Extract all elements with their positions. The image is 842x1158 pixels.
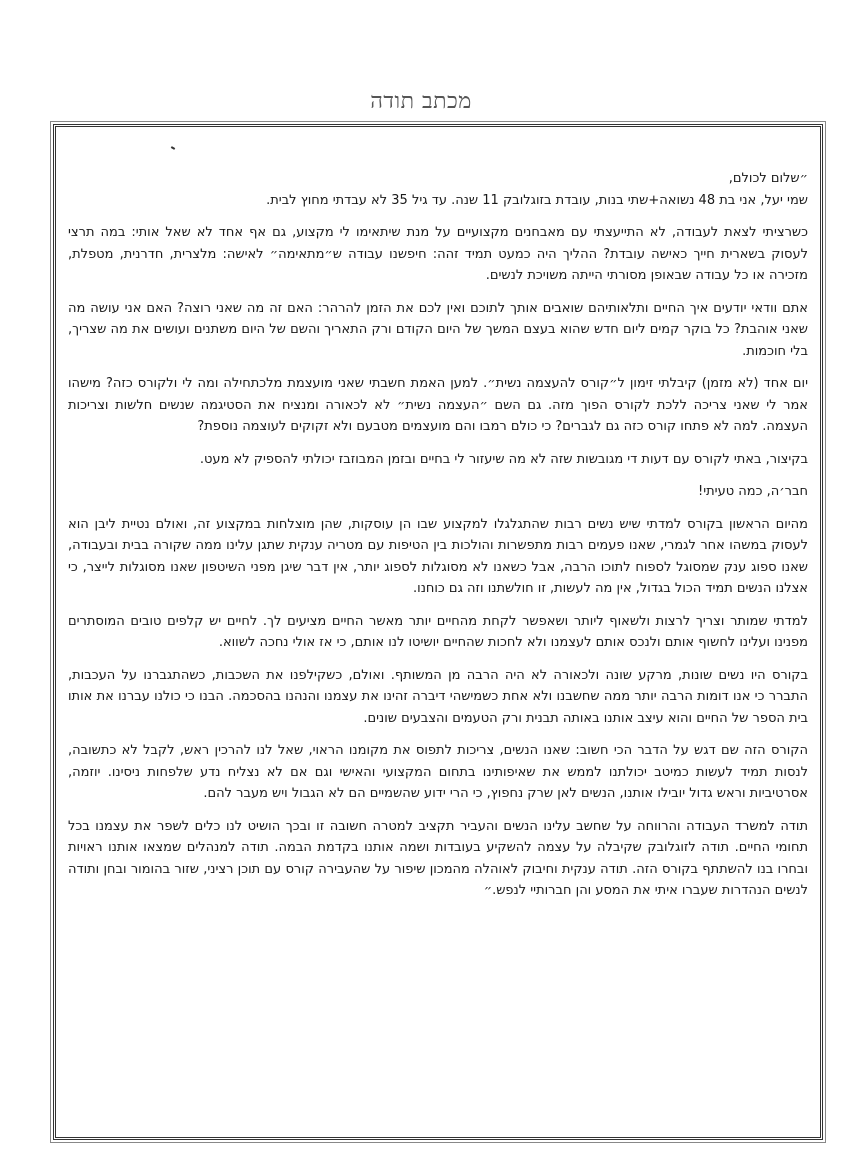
paragraph-course-invite: יום אחד (לא מזמן) קיבלתי זימון ל״קורס להעצמה נשית״. למען האמת חשבתי שאני מועצמת מלכתחילה ומה לי ולקורס כזה? מישהו אמר לי שאני צריכה ללכת לקורס הפוך מזה. גם השם ״העצמה נשית״ לא לכאורה ומנציח את הסטיגמה שנשים חלשות וצריכות העצמה. למה לא פתחו קורס כזה גם לגברים? כי כולם רמבו והם מועצמים מטבעם ולא זקוקים לעוצמה נוספת? — [68, 376, 808, 434]
letter-body — [68, 168, 808, 1128]
paragraph-exclamation: חבר׳ה, כמה טעיתי! — [698, 484, 808, 499]
greeting-line: ״שלום לכולם, — [728, 171, 808, 186]
paragraph-thanks: תודה למשרד העבודה והרווחה על שחשב עלינו הנשים והעביר תקציב למטרה חשובה זו ובכך הושיט לנו כלים לשפר את עצמנו בכל תחומי החיים. תודה לזוגלובק שקיבלה על עצמה להשקיע בעובדות ושמה אותנו בקדמת הבמה. תודה למנהלים שמצאו אותנו ראויות ובחרו בנו להשתתף בקורס הזה. תודה ענקית וחיבוק לאוהלה מהמכון שיפור על שהעבירה קורס עם תוכן רציני, שזור בהומור ובחן ותודה לנשים הנהדרות שעברו איתי את המסע והן חברותיי לנפש.״ — [68, 818, 808, 898]
paragraph-work-start: כשרציתי לצאת לעבודה, לא התייעצתי עם מאבחנים מקצועיים על מנת שיתאימו לי מקצוע, גם אף אחד לא שאל אותי: במה תרצי לעסוק בשארית חייך כאישה עובדת? ההליך היה כמעט תמיד זהה: חיפשנו עבודה ש״מתאימה״ לאישה: מלצרית, חדרנית, מטפלת, מזכירה או כל עבודה שבאופן מסורתי הייתה משויכת לנשים. — [68, 225, 808, 283]
paragraph-daily-life: אתם וודאי יודעים איך החיים ותלאותיהם שואבים אותך לתוכם ואין לכם את הזמן להרהר: האם זה מה שאני רוצה? האם אני עושה מה שאני אוהבת? כל בוקר קמים ליום חדש שהוא בעצם המשך של היום הקודם ורק התאריך והשם של היום משתנים ועושים את מה שצריך, בלי חוכמות. — [68, 300, 808, 359]
intro-paragraph: שמי יעל, אני בת 48 נשואה+שתי בנות, עובדת בזוגלובק 11 שנה. עד גיל 35 לא עבדתי מחוץ לבית. — [266, 192, 808, 208]
paragraph-learned: למדתי שמותר וצריך לרצות ולשאוף ליותר ושאפשר לקחת מהחיים יותר מאשר החיים מציעים לך. לחיים יש קלפים טובים המוסתרים מפנינו ועלינו לחשוף אותם ולנכס אותם לעצמנו ולא לחכות שהחיים יושיטו לנו אותם, כי אז אולי נחכה לשווא. — [68, 613, 808, 650]
paragraph-women-diversity: בקורס היו נשים שונות, מרקע שונה ולכאורה לא היה הרבה מן המשותף. ואולם, כשקילפנו את השכבות, כשהתגברנו על העכבות, התברר כי אנו דומות הרבה יותר ממה שחשבנו ולא אחת כשמישהי דיברה זהינו את עצמנו והנהנו בהסכמה. הבנו כי כולנו עברנו את אותו בית הספר של החיים והוא עיצב אותנו באותה תבנית ורק הטעמים והצבעים שונים. — [68, 667, 808, 726]
paragraph-emphasis: הקורס הזה שם דגש על הדבר הכי חשוב: שאנו הנשים, צריכות לתפוס את מקומנו הראוי, שאל לנו להרכין ראש, לקבל לא כתשובה, לנסות תמיד לעשות כמיטב יכולתנו לממש את שאיפותינו בתחום המקצועי והאישי וגם אם לא נצליח נדע שלפחות ניסינו. יוזמה, אסרטיביות וראש גדול יובילו אותנו, הנשים לאן שרק נחפוץ, כי הרי ידוע שהשמיים הם לא הגבול ויש מעבר להם. — [68, 743, 808, 801]
paragraph-opinions: בקיצור, באתי לקורס עם דעות די מגובשות שזה לא מה שיעזור לי בחיים ובזמן המבוזבז יכולתי להספיק לא מעט. — [199, 451, 808, 467]
letter-title: מכתב תודה — [370, 89, 472, 114]
paragraph-first-day: מהיום הראשון בקורס למדתי שיש נשים רבות שהתגלגלו למקצוע שבו הן עוסקות, שהן מוצלחות במקצוע זה, ואולם נטיית ליבן הוא לעסוק במשהו אחר לגמרי, שאנו פעמים רבות מתפשרות והולכות בין הטיפות עם מטריה ענקית שתגן עלינו ממה שקורה בבית ובעבודה, שאנו ספוג ענק שמסוגל לספוח לתוכו הרבה, אבל כשאנו לא מסוגלות לספוג יותר, אין דבר שיגן מפני השיטפון שאנו מסוגלות לייצר, כי אצלנו הנשים תמיד הכול בגדול, אין מה לעשות, זו חולשתנו וזה גם כוחנו. — [68, 516, 808, 596]
